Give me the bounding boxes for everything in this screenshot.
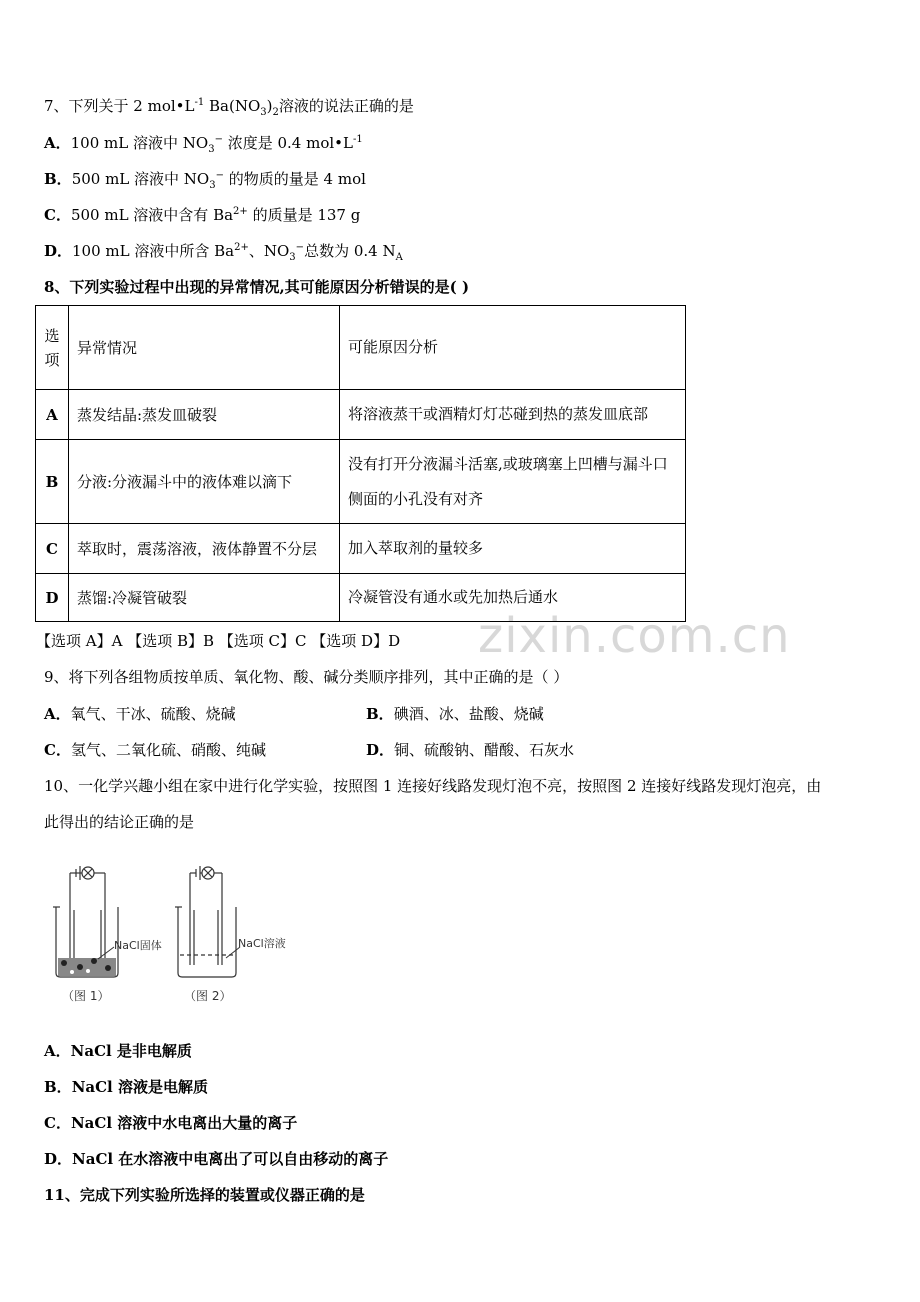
q10-stem-line1: 10、一化学兴趣小组在家中进行化学实验，按照图 1 连接好线路发现灯泡不亮，按照图 2 连接好线路发现灯泡亮，由 [44,777,822,795]
row-abnormal: 蒸发结晶:蒸发皿破裂 [69,390,340,440]
table-header-row [36,306,686,390]
watermark: zixin.com.cn [478,608,791,664]
row-reason: 冷凝管没有通水或先加热后通水 [340,574,686,622]
q8-table [35,305,686,622]
q10-option-a: A．NaCl 是非电解质 [44,1042,192,1060]
row-reason: 将溶液蒸干或酒精灯灯芯碰到热的蒸发皿底部 [340,390,686,440]
q7-option-a: A．100 mL 溶液中 $NO_3^-$ 浓度是 0.4 $mol•L^{-1}$ [44,134,363,155]
q10-option-d: D．NaCl 在水溶液中电离出了可以自由移动的离子 [44,1150,389,1168]
q9-stem: 9、将下列各组物质按单质、氧化物、酸、碱分类顺序排列，其中正确的是（ ） [44,668,569,686]
q11-stem: 11、完成下列实验所选择的装置或仪器正确的是 [44,1186,365,1204]
q10-figure [50,855,300,1005]
fig2-label: NaCl溶液 [238,937,286,950]
row-option: D [36,574,69,622]
q8-answers: 【选项 A】A 【选项 B】B 【选项 C】C 【选项 D】D [36,632,401,650]
q10-stem-line2: 此得出的结论正确的是 [44,813,195,831]
q8-stem: 8、下列实验过程中出现的异常情况,其可能原因分析错误的是( ) [44,278,470,296]
q10-option-b: B．NaCl 溶液是电解质 [44,1078,208,1096]
q9-option-c: C．氢气、二氧化硫、硝酸、纯碱 [44,741,266,759]
header-option: 选项 [36,306,69,390]
row-reason: 加入萃取剂的量较多 [340,524,686,574]
table-row [36,524,686,574]
q7-stem: 7、下列关于 2 $mol•L^{-1}$ $Ba(NO_3)_2$溶液的说法正确的是 [44,97,414,118]
q10-option-c: C．NaCl 溶液中水电离出大量的离子 [44,1114,298,1132]
row-option: B [36,440,69,524]
fig1-label: NaCl固体 [114,939,162,952]
header-reason: 可能原因分析 [340,306,686,390]
table-row [36,390,686,440]
fig1-solid [58,958,116,976]
row-option: C [36,524,69,574]
row-abnormal: 萃取时，震荡溶液，液体静置不分层 [69,524,340,574]
fig2-caption: （图 2） [184,989,232,1003]
row-reason: 没有打开分液漏斗活塞,或玻璃塞上凹槽与漏斗口侧面的小孔没有对齐 [340,440,686,524]
q9-option-a: A．氧气、干冰、硫酸、烧碱 [44,705,236,723]
row-option: A [36,390,69,440]
row-abnormal: 分液:分液漏斗中的液体难以滴下 [69,440,340,524]
q7-option-b: B．500 mL 溶液中 $NO_3^-$ 的物质的量是 4 mol [44,170,366,191]
q9-option-b: B．碘酒、冰、盐酸、烧碱 [366,705,544,723]
q7-option-c: C．500 mL 溶液中含有 $Ba^{2+}$ 的质量是 137 g [44,206,361,224]
table-row [36,440,686,524]
header-abnormal: 异常情况 [69,306,340,390]
row-abnormal: 蒸馏:冷凝管破裂 [69,574,340,622]
fig1-caption: （图 1） [62,989,110,1003]
q9-option-d: D．铜、硫酸钠、醋酸、石灰水 [366,741,575,759]
q7-option-d: D．100 mL 溶液中所含 $Ba^{2+}$、$NO_3^-$总数为 0.4 $N_A$ [44,242,403,263]
fig2-circuit [175,866,236,977]
